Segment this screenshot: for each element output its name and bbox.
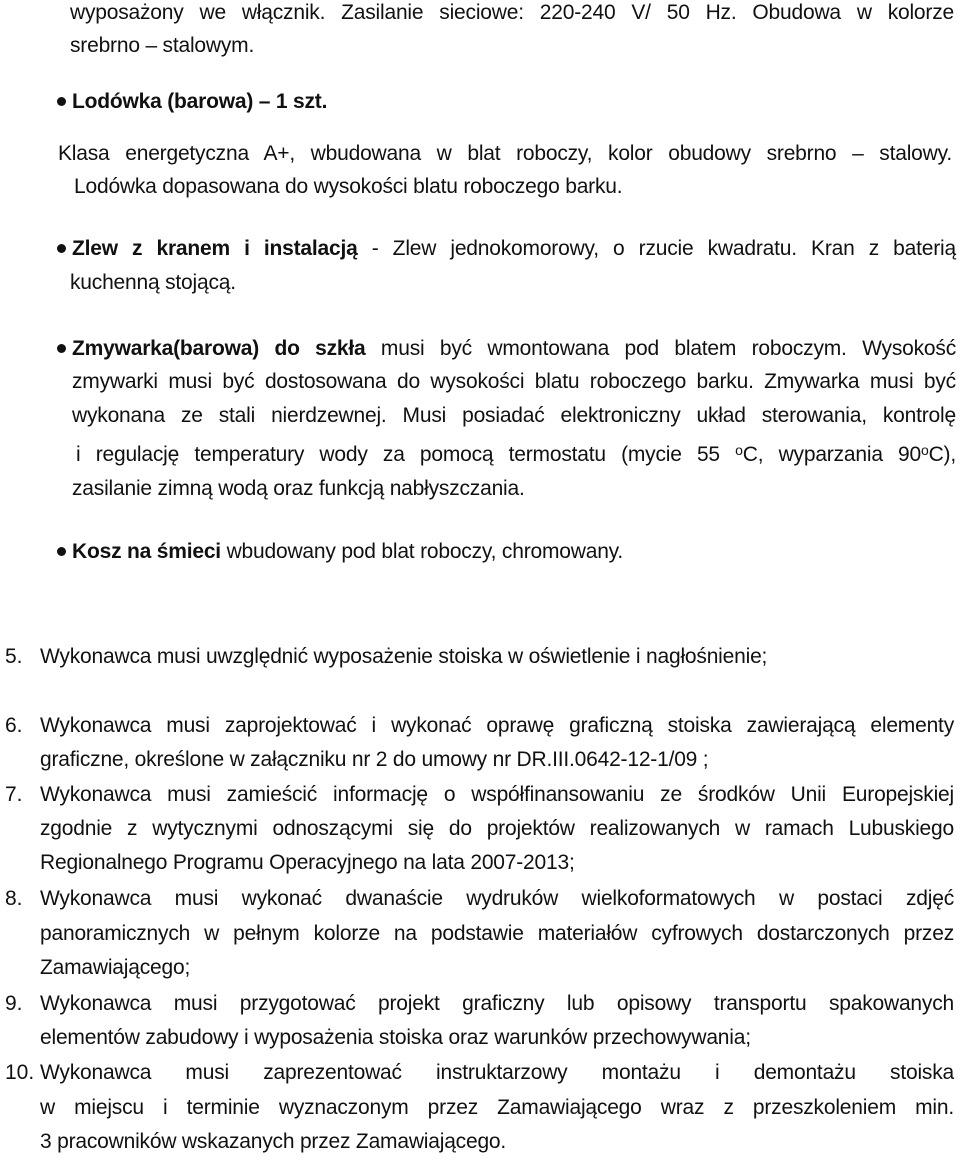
dishwasher-line: [72, 336, 956, 362]
item-number: 7.: [5, 783, 23, 806]
bullet-icon: [57, 244, 66, 253]
item-number: 9.: [5, 992, 23, 1015]
bin-heading: Kosz na śmieci: [72, 540, 221, 563]
item-line: Wykonawca musi zaprezentować instruktarzowy montażu i demontażu stoiska: [40, 1061, 954, 1084]
dishwasher-heading: Zmywarka(barowa) do szkła: [72, 337, 366, 360]
item-line: Wykonawca musi zamieścić informację o współfinansowaniu ze środków Unii Europejskiej: [40, 783, 954, 806]
sink-text: - Zlew jednokomorowy, o rzucie kwadratu. Kran z baterią: [357, 237, 956, 260]
dishwasher-text: C, wyparzania 90: [742, 443, 921, 466]
dishwasher-line: [76, 437, 956, 468]
sink-line: kuchenną stojącą.: [70, 271, 236, 294]
item-line: Wykonawca musi przygotować projekt graficzny lub opisowy transportu spakowanych: [40, 992, 954, 1015]
dishwasher-line: zasilanie zimną wodą oraz funkcją nabłyszczania.: [72, 477, 525, 500]
item-number: 8.: [5, 887, 23, 910]
item-line: elementów zabudowy i wyposażenia stoiska oraz warunków przechowywania;: [40, 1026, 751, 1049]
bullet-icon: [57, 97, 66, 106]
dishwasher-text: musi być wmontowana pod blatem roboczym. Wysokość: [365, 337, 956, 360]
item-line: Regionalnego Programu Operacyjnego na lata 2007-2013;: [40, 851, 575, 874]
intro-line: wyposażony we włącznik. Zasilanie sieciowe: 220-240 V/ 50 Hz. Obudowa w kolorze: [70, 1, 954, 24]
item-number: 5.: [5, 645, 23, 668]
bin-line: [72, 539, 623, 565]
item-line: panoramicznych w pełnym kolorze na podstawie materiałów cyfrowych dostarczonych przez: [40, 922, 954, 945]
item-line: Wykonawca musi wykonać dwanaście wydruków wielkoformatowych w postaci zdjęć: [40, 887, 954, 910]
item-line: 3 pracowników wskazanych przez Zamawiającego.: [40, 1130, 507, 1153]
item-number: 6.: [5, 714, 23, 737]
degree-sup: o: [735, 442, 743, 458]
item-line: Zamawiającego;: [40, 956, 191, 979]
bullet-icon: [57, 344, 66, 353]
item-line: Wykonawca musi uwzględnić wyposażenie stoiska w oświetlenie i nagłośnienie;: [40, 645, 768, 668]
sink-heading: Zlew z kranem i instalacją: [72, 237, 358, 260]
item-line: zgodnie z wytycznymi odnoszącymi się do projektów realizowanych w ramach Lubuskiego: [40, 817, 954, 840]
intro-line: srebrno – stalowym.: [70, 34, 255, 57]
fridge-heading: Lodówka (barowa) – 1 szt.: [72, 90, 328, 113]
bin-text: wbudowany pod blat roboczy, chromowany.: [220, 540, 624, 563]
dishwasher-line: zmywarki musi być dostosowana do wysokości blatu roboczego barku. Zmywarka musi być: [72, 370, 956, 393]
item-line: w miejscu i terminie wyznaczonym przez Zamawiającego wraz z przeszkoleniem min.: [40, 1096, 954, 1119]
item-line: graficzne, określone w załączniku nr 2 do umowy nr DR.III.0642-12-1/09 ;: [40, 748, 709, 771]
item-line: Wykonawca musi zaprojektować i wykonać oprawę graficzną stoiska zawierającą elementy: [40, 714, 954, 737]
dishwasher-text: i regulację temperatury wody za pomocą termostatu (mycie 55: [76, 443, 736, 466]
sink-line: [72, 236, 956, 262]
fridge-line: Klasa energetyczna A+, wbudowana w blat roboczy, kolor obudowy srebrno – stalowy.: [58, 142, 952, 165]
dishwasher-line: wykonana ze stali nierdzewnej. Musi posiadać elektroniczny układ sterowania, kontrolę: [72, 404, 956, 427]
dishwasher-text: C),: [928, 443, 956, 466]
bullet-icon: [57, 547, 66, 556]
degree-sup: o: [921, 442, 929, 458]
item-number: 10.: [5, 1061, 35, 1084]
fridge-line: Lodówka dopasowana do wysokości blatu roboczego barku.: [74, 175, 623, 198]
